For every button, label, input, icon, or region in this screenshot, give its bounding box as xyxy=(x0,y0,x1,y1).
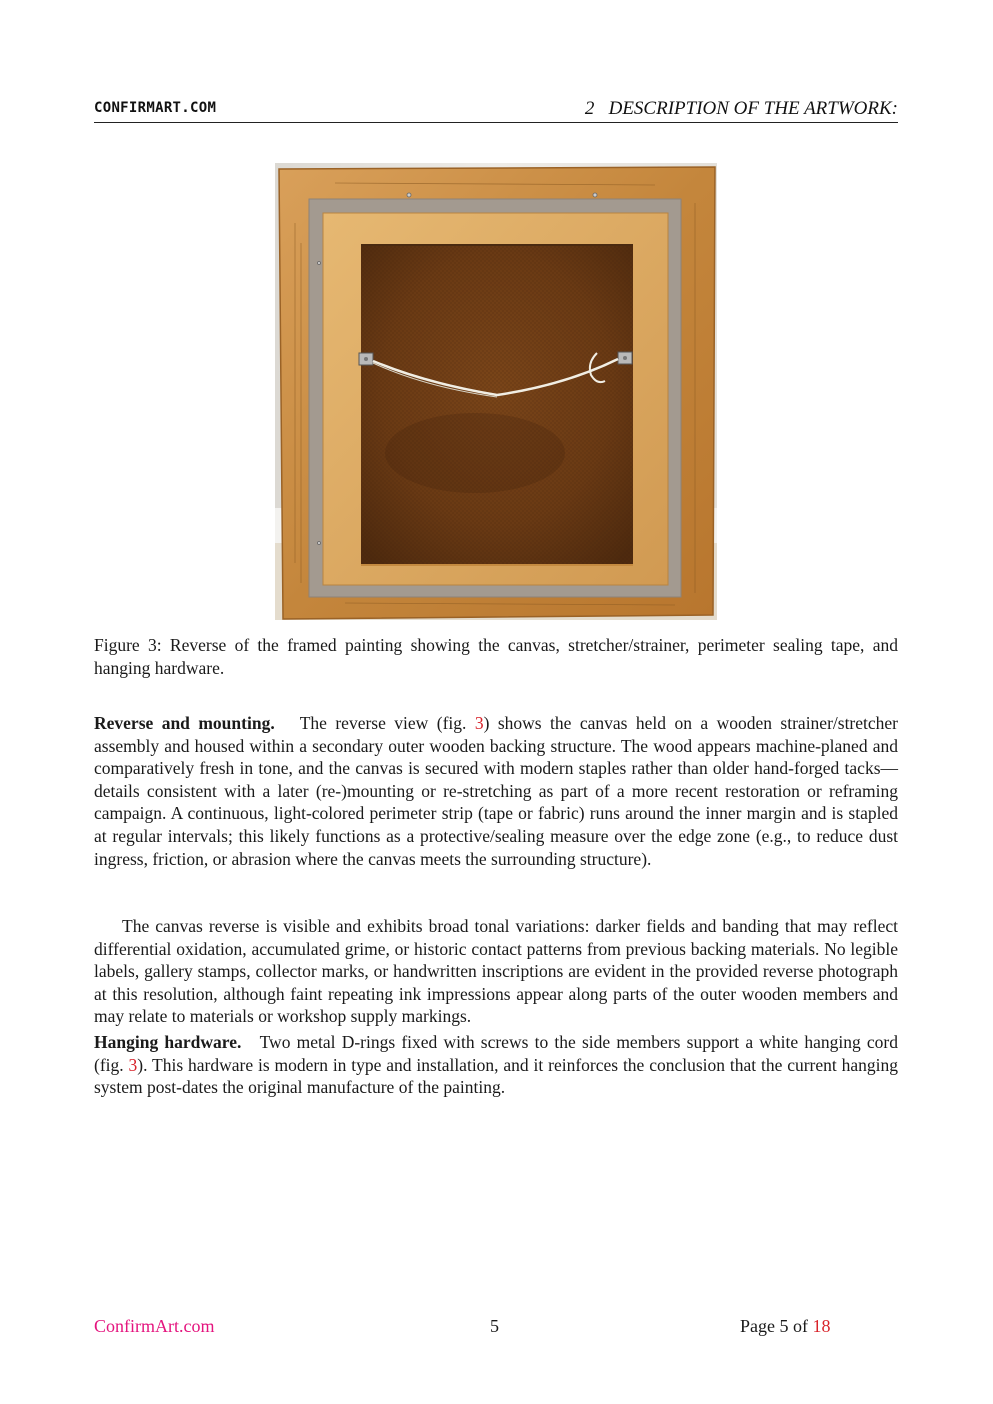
footer-page-count xyxy=(740,1316,830,1337)
caption-text: Reverse of the framed painting showing the canvas, stretcher/strainer, perimeter sealing tape, and hanging hardware. xyxy=(94,635,898,678)
d-ring-left xyxy=(359,353,373,365)
paragraph-hanging-hardware xyxy=(94,1031,898,1099)
figure-3-photo xyxy=(275,163,717,620)
hanging-text-start: Two metal D-rings fixed with screws to the side members support a white hanging cord (fig. xyxy=(94,1032,899,1075)
heading-reverse-mounting: Reverse and mounting. xyxy=(94,713,275,733)
d-ring-right xyxy=(618,352,632,364)
framed-painting-reverse-image xyxy=(275,163,717,620)
figure-ref-link[interactable]: 3 xyxy=(128,1054,138,1075)
footer-page-number: 5 xyxy=(490,1316,499,1336)
footer-site-link[interactable]: ConfirmArt.com xyxy=(94,1316,215,1336)
site-logo: CONFIRMART.COM xyxy=(94,100,217,116)
page-header xyxy=(94,98,898,123)
reverse-text-start: The reverse view (fig. xyxy=(299,713,467,733)
caption-label: Figure 3: xyxy=(94,635,162,655)
figure-caption xyxy=(94,634,898,679)
paragraph-reverse-mounting xyxy=(94,712,898,870)
total-pages-link[interactable]: 18 xyxy=(812,1316,831,1336)
hanging-text-end: ). This hardware is modern in type and installation, and it reinforces the conclusion that the current hanging system post-dates the original manufacture of the painting. xyxy=(94,1054,899,1098)
reverse-text-end: ) shows the canvas held on a wooden strainer/stretcher assembly and housed within a secondary outer wooden backing structure. The wood appears machine-planed and comparatively fresh in tone, and the canvas is secured with modern staples rather than older hand-forged tacks—details consistent with a later (re-)mounting or re-stretching as part of a more recent restoration or reframing campaign. A continuous, light-colored perimeter strip (tape or fabric) runs around the inner margin and is stapled at regular intervals; this likely functions as a protective/sealing measure over the edge zone (e.g., to reduce dust ingress, friction, or abrasion where the canvas meets the surrounding structure). xyxy=(94,713,899,869)
section-running-head: 2 DESCRIPTION OF THE ARTWORK: xyxy=(584,98,898,119)
figure-ref-link[interactable]: 3 xyxy=(474,713,484,733)
paragraph-canvas-reverse: The canvas reverse is visible and exhibits broad tonal variations: darker fields and banding that may reflect differential oxidation, accumulated grime, or historic contact patterns from previous backing materials. No legible labels, gallery stamps, collector marks, or handwritten inscriptions are evident in the provided reverse photograph at this resolution, although faint repeating ink impressions appear along parts of the outer wooden members and may relate to materials or workshop supply markings. xyxy=(94,916,898,1027)
heading-hanging-hardware: Hanging hardware. xyxy=(94,1032,242,1052)
page-label: Page 5 of xyxy=(740,1316,808,1336)
